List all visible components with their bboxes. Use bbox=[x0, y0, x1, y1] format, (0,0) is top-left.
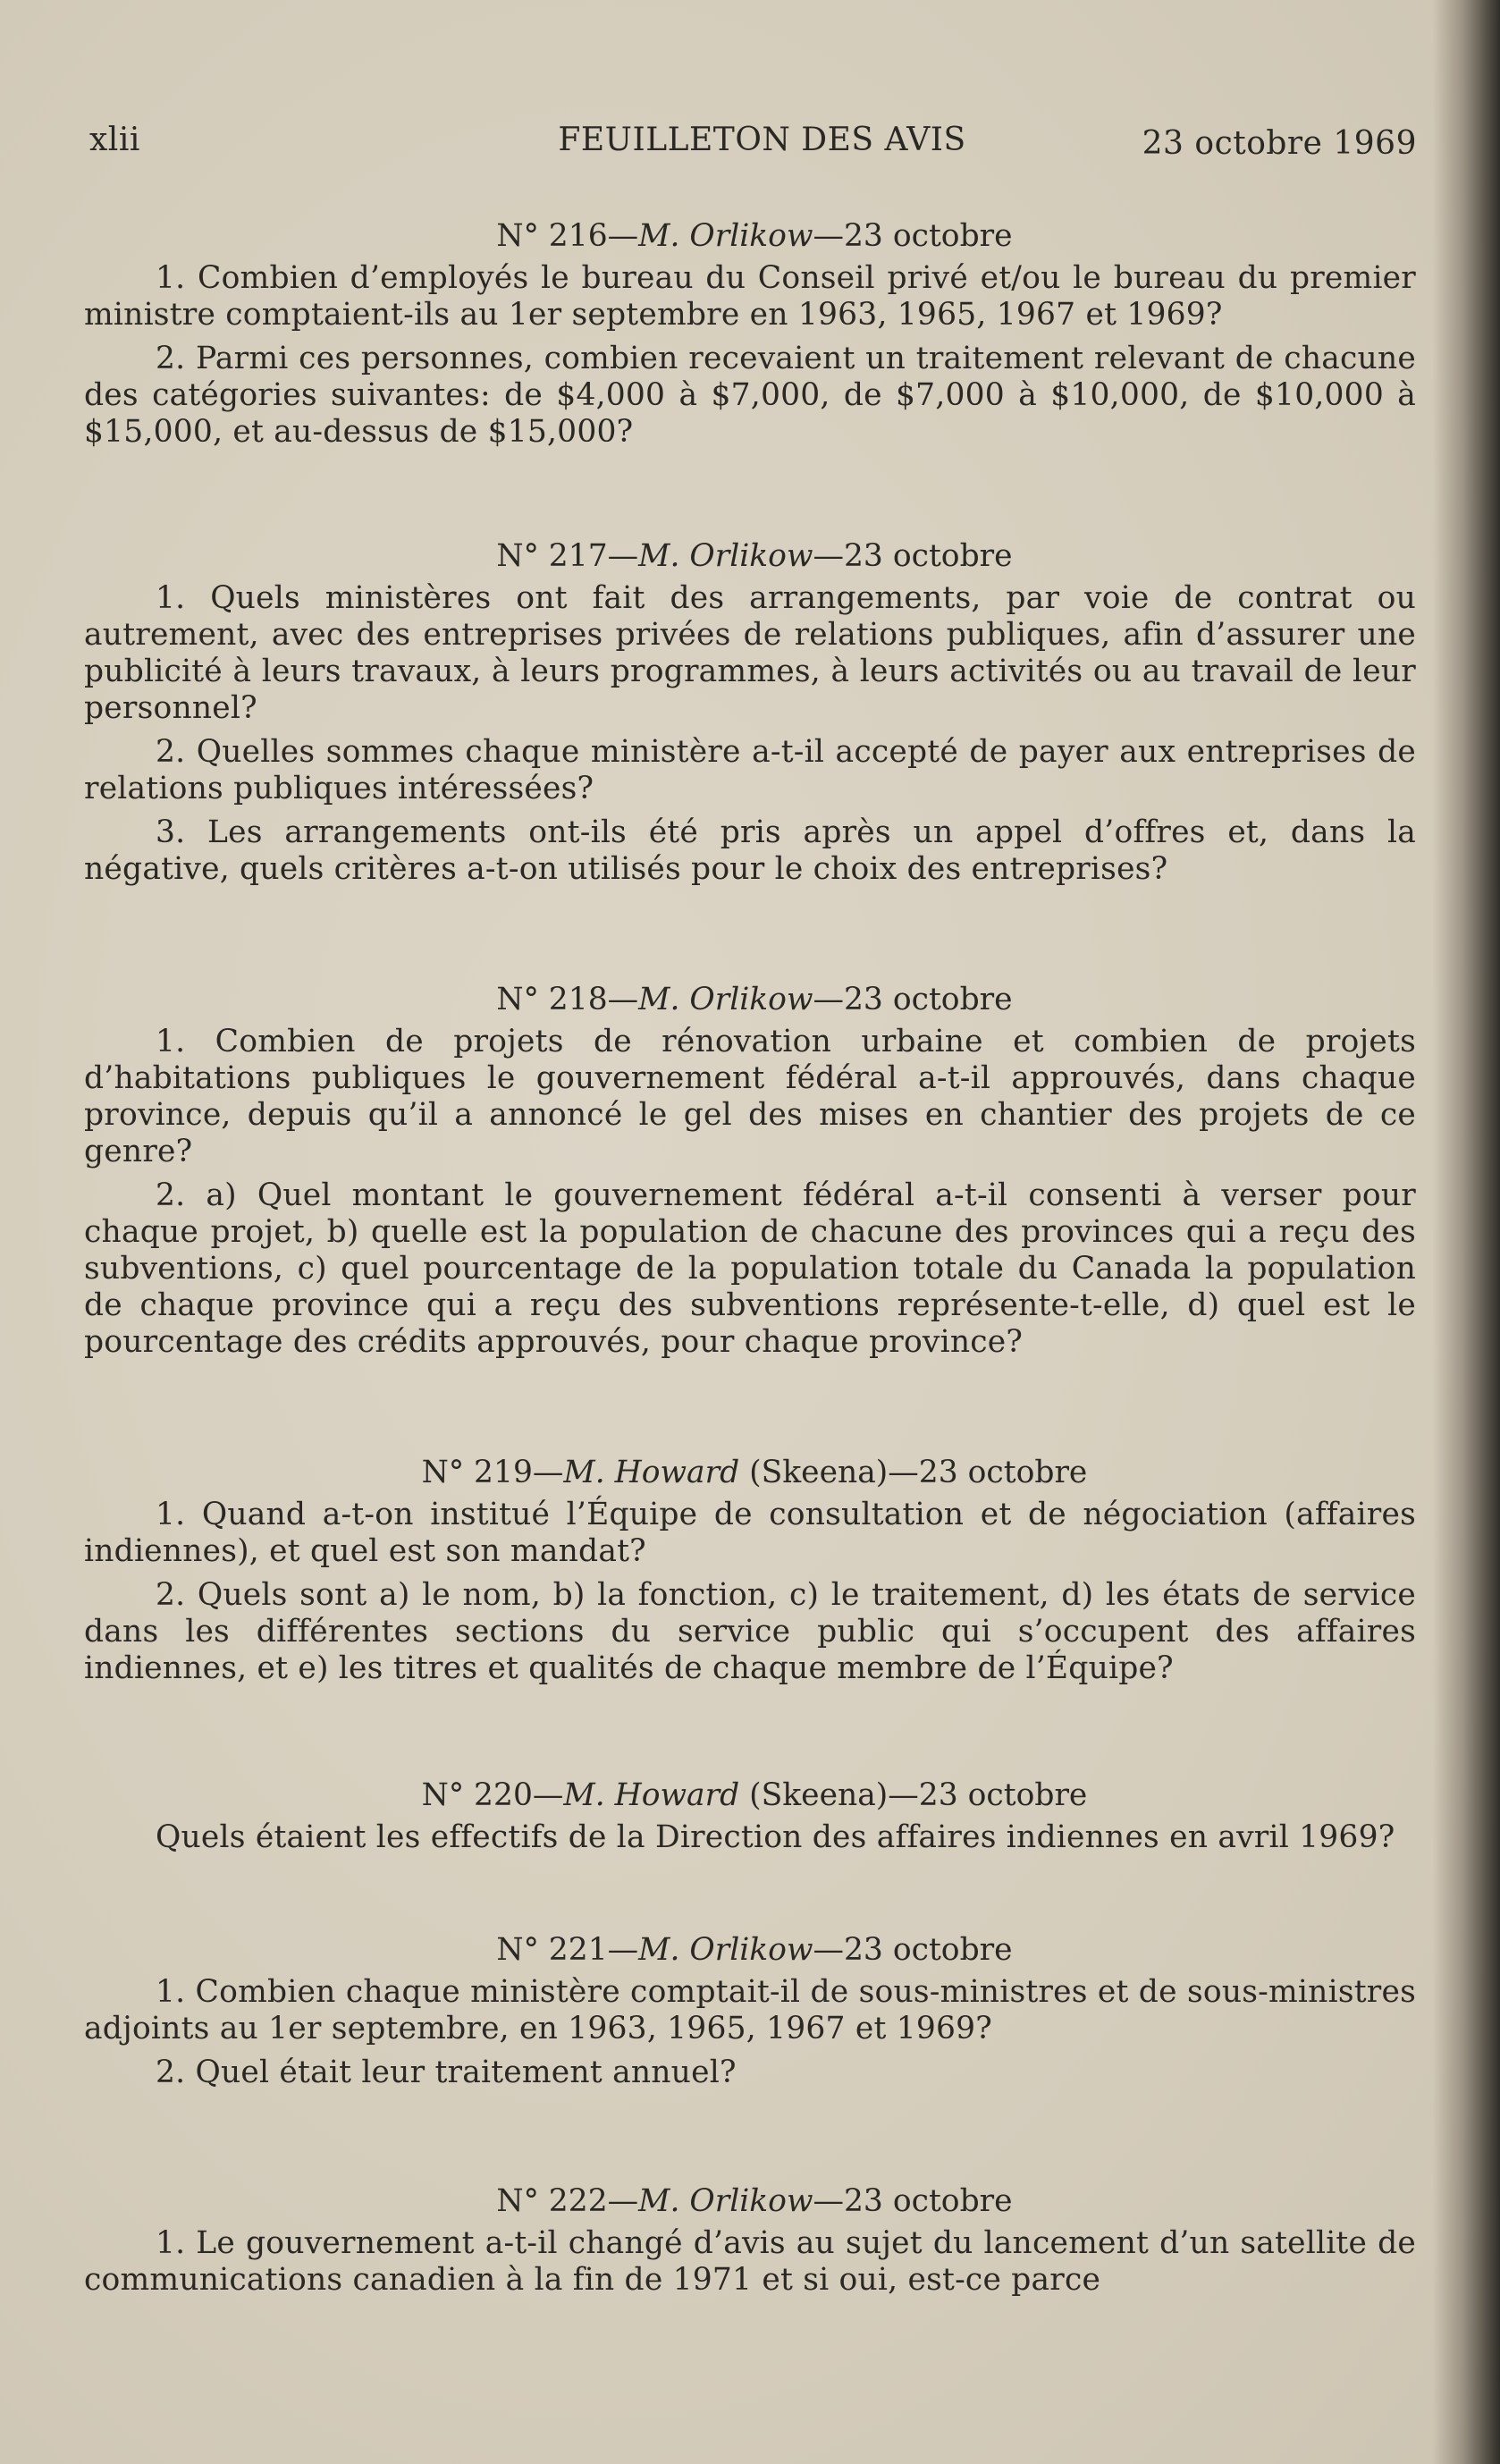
entry-number: N° 221 bbox=[496, 1932, 608, 1968]
entry-number: N° 220 bbox=[421, 1777, 533, 1813]
entry-number: N° 218 bbox=[496, 982, 608, 1017]
entry-title: N° 222—M. Orlikow—23 octobre bbox=[496, 2183, 1013, 2219]
entry-number: N° 217 bbox=[496, 538, 608, 574]
entry-riding: (Skeena) bbox=[749, 1777, 889, 1813]
entry-member: M. Howard bbox=[563, 1455, 740, 1490]
question-entry-219 bbox=[84, 1455, 1416, 1694]
entry-number: N° 219 bbox=[421, 1455, 533, 1490]
question-entry-222 bbox=[84, 2183, 1416, 2306]
entry-date: 23 octobre bbox=[843, 538, 1013, 574]
question-entry-216 bbox=[84, 218, 1416, 458]
question-entry-220 bbox=[84, 1777, 1416, 1863]
question-paragraph: 1. Quels ministères ont fait des arrangements, par voie de contrat ou autrement, avec des entreprises privées de relations publiques, afin d’assurer une publicité à leurs travaux, à leurs programmes, à leurs activités ou au travail de leur personnel? bbox=[84, 580, 1416, 726]
entry-date: 23 octobre bbox=[918, 1777, 1088, 1813]
question-entry-221 bbox=[84, 1932, 1416, 2098]
entry-member: M. Orlikow bbox=[638, 2183, 813, 2219]
entry-member: M. Howard bbox=[563, 1777, 740, 1813]
question-entry-218 bbox=[84, 982, 1416, 1368]
page-number: xlii bbox=[89, 122, 140, 158]
question-paragraph: 2. Parmi ces personnes, combien recevaient un traitement relevant de chacune des catégories suivantes: de $4,000 à $7,000, de $7,000 à $10,000, de $10,000 à $15,000, et au-dessus de $15,000? bbox=[84, 341, 1416, 450]
question-paragraph: 1. Combien chaque ministère comptait-il de sous-ministres et de sous-ministres adjoints au 1er septembre, en 1963, 1965, 1967 et 1969? bbox=[84, 1974, 1416, 2046]
entry-title: N° 218—M. Orlikow—23 octobre bbox=[496, 982, 1013, 1017]
question-paragraph: 1. Combien de projets de rénovation urbaine et combien de projets d’habitations publiques le gouvernement fédéral a-t-il approuvés, dans chaque province, depuis qu’il a annoncé le gel des mises en chantier des projets de ce genre? bbox=[84, 1024, 1416, 1169]
entry-title: N° 221—M. Orlikow—23 octobre bbox=[496, 1932, 1013, 1968]
entry-date: 23 octobre bbox=[918, 1455, 1088, 1490]
question-paragraph: Quels étaient les effectifs de la Direction des affaires indiennes en avril 1969? bbox=[156, 1819, 1395, 1855]
question-paragraph: 3. Les arrangements ont-ils été pris après un appel d’offres et, dans la négative, quels critères a-t-on utilisés pour le choix des entreprises? bbox=[84, 814, 1416, 887]
entry-number: N° 222 bbox=[496, 2183, 608, 2219]
entry-date: 23 octobre bbox=[843, 2183, 1013, 2219]
entry-member: M. Orlikow bbox=[638, 538, 813, 574]
publication-title: FEUILLETON DES AVIS bbox=[558, 122, 966, 158]
entry-date: 23 octobre bbox=[843, 218, 1013, 254]
entry-title: N° 220—M. Howard (Skeena)—23 octobre bbox=[421, 1777, 1088, 1813]
publication-date: 23 octobre 1969 bbox=[1142, 125, 1417, 162]
question-paragraph: 2. Quelles sommes chaque ministère a-t-il accepté de payer aux entreprises de relations publiques intéressées? bbox=[84, 734, 1416, 806]
question-paragraph: 1. Le gouvernement a-t-il changé d’avis au sujet du lancement d’un satellite de communications canadien à la fin de 1971 et si oui, est-ce parce bbox=[84, 2225, 1416, 2298]
question-paragraph: 2. a) Quel montant le gouvernement fédéral a-t-il consenti à verser pour chaque projet, b) quelle est la population de chacune des provinces qui a reçu des subventions, c) quel pourcentage de la population totale du Canada la population de chaque province qui a reçu des subventions représente-t-elle, d) quel est le pourcentage des crédits approuvés, pour chaque province? bbox=[84, 1177, 1416, 1360]
entry-title: N° 219—M. Howard (Skeena)—23 octobre bbox=[421, 1455, 1088, 1490]
question-paragraph: 2. Quel était leur traitement annuel? bbox=[156, 2055, 737, 2090]
entry-title: N° 217—M. Orlikow—23 octobre bbox=[496, 538, 1013, 574]
entry-member: M. Orlikow bbox=[638, 218, 813, 254]
question-paragraph: 2. Quels sont a) le nom, b) la fonction, c) le traitement, d) les états de service dans les différentes sections du service public qui s’occupent des affaires indiennes, et e) les titres et qualités de chaque membre de l’Équipe? bbox=[84, 1577, 1416, 1686]
question-paragraph: 1. Quand a-t-on institué l’Équipe de consultation et de négociation (affaires indiennes), et quel est son mandat? bbox=[84, 1497, 1416, 1569]
entry-riding: (Skeena) bbox=[749, 1455, 889, 1490]
entry-member: M. Orlikow bbox=[638, 1932, 813, 1968]
question-entry-217 bbox=[84, 538, 1416, 895]
question-paragraph: 1. Combien d’employés le bureau du Conseil privé et/ou le bureau du premier ministre comptaient-ils au 1er septembre en 1963, 1965, 1967 et 1969? bbox=[84, 260, 1416, 333]
page-header bbox=[89, 122, 1417, 166]
entry-title: N° 216—M. Orlikow—23 octobre bbox=[496, 218, 1013, 254]
entry-number: N° 216 bbox=[496, 218, 608, 254]
entry-member: M. Orlikow bbox=[638, 982, 813, 1017]
entry-date: 23 octobre bbox=[843, 982, 1013, 1017]
entry-date: 23 octobre bbox=[843, 1932, 1013, 1968]
